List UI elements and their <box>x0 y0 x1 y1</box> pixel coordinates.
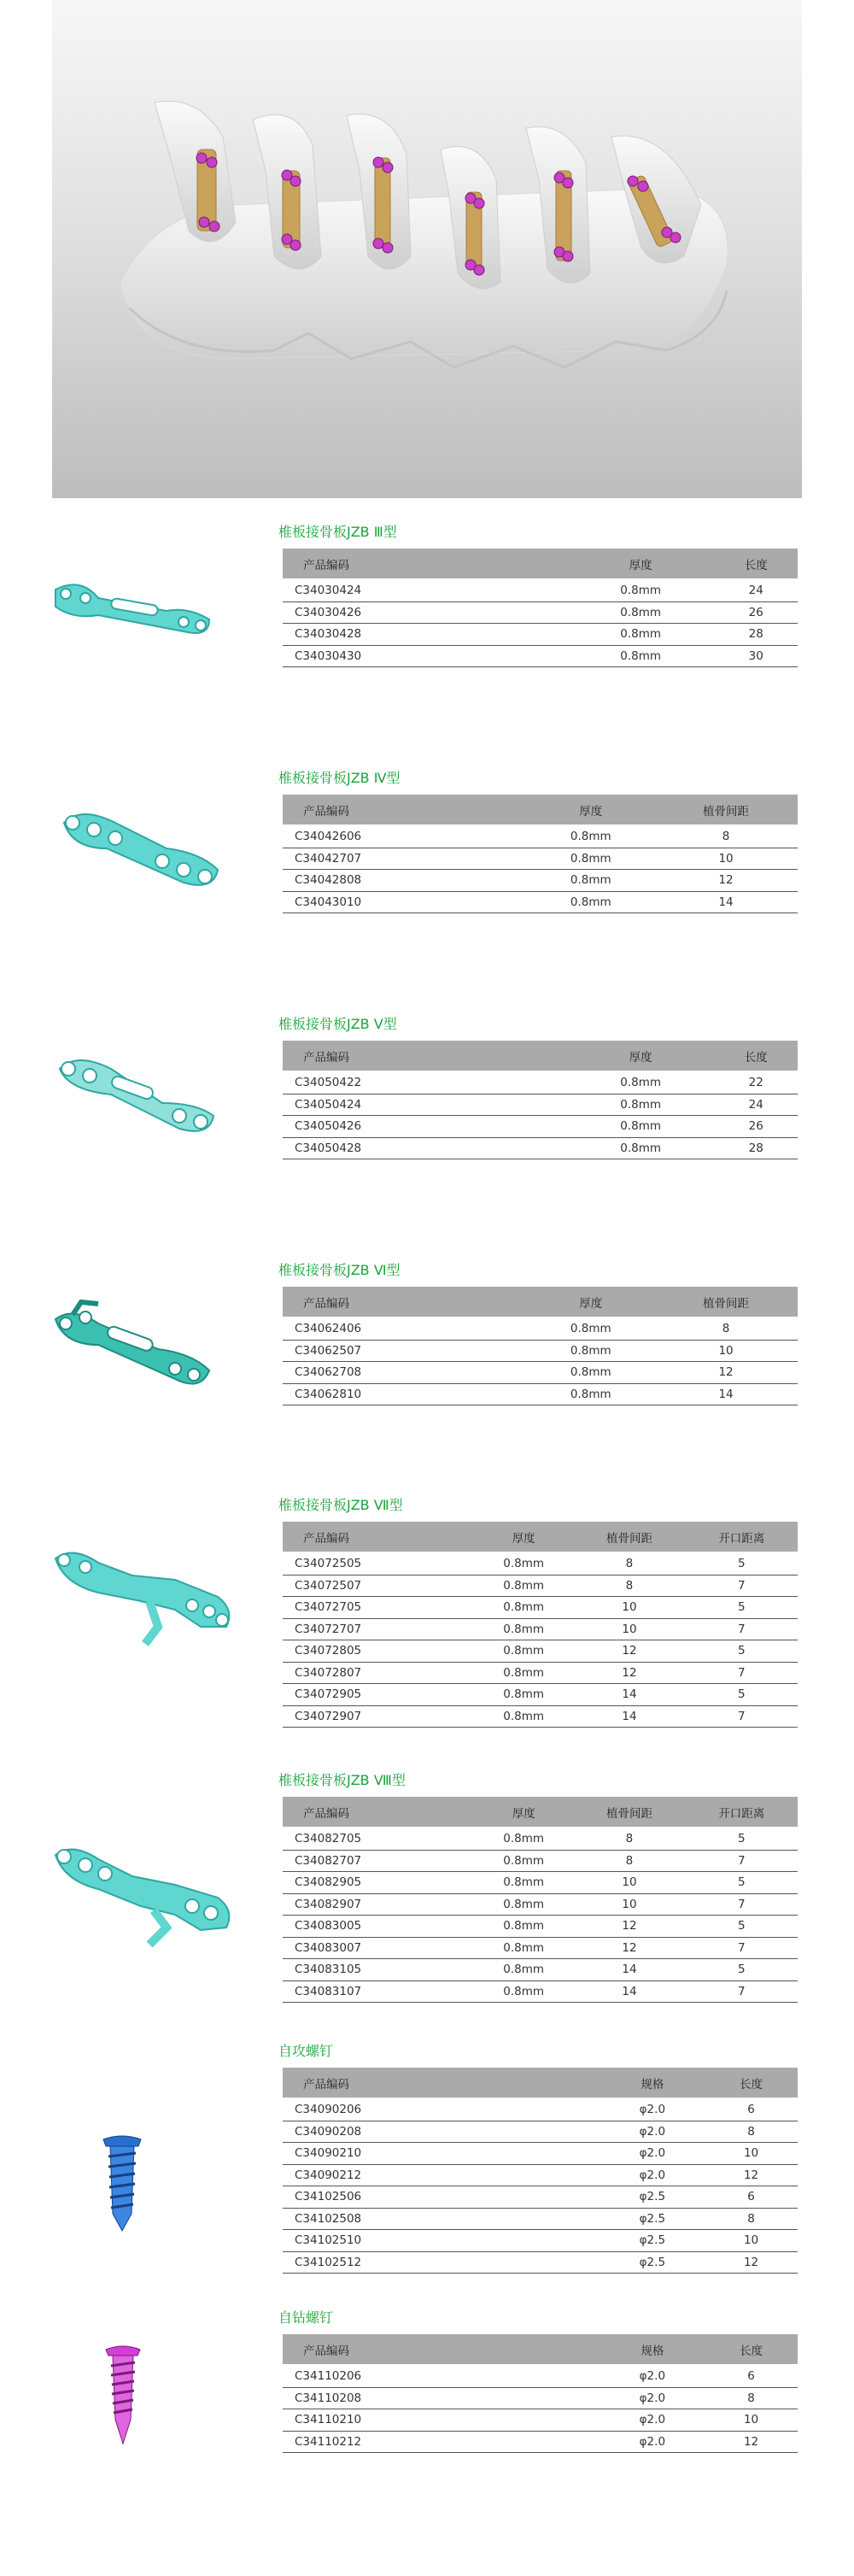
cell: 12 <box>705 2164 798 2186</box>
col-header: 厚度 <box>567 1041 715 1071</box>
cell: 6 <box>705 2365 798 2387</box>
cell: φ2.0 <box>600 2431 705 2453</box>
col-header: 厚度 <box>474 1522 573 1552</box>
cell: C34090206 <box>283 2098 600 2121</box>
plate-type-7-image <box>47 1541 243 1661</box>
product-table <box>283 2334 798 2453</box>
cell: C34072905 <box>283 1684 474 1706</box>
cell: 10 <box>705 2143 798 2165</box>
cell: C34082705 <box>283 1828 474 1850</box>
table-row <box>283 1705 798 1728</box>
col-header: 植骨间距 <box>654 1287 798 1317</box>
table-row <box>283 2251 798 2274</box>
cell: 10 <box>573 1618 685 1640</box>
cell: 14 <box>573 1959 685 1981</box>
cell: 7 <box>686 1937 798 1959</box>
product-table <box>283 1522 798 1728</box>
cell: 8 <box>705 2208 798 2230</box>
cell: 0.8mm <box>474 1916 573 1938</box>
cell: 0.8mm <box>528 1317 655 1340</box>
col-header: 植骨间距 <box>573 1522 685 1552</box>
cell: 5 <box>686 1640 798 1663</box>
table-row <box>283 870 798 892</box>
cell: C34062810 <box>283 1383 528 1405</box>
cell: 7 <box>686 1705 798 1728</box>
product-table <box>283 795 798 913</box>
cell: 8 <box>573 1575 685 1597</box>
cell: φ2.0 <box>600 2387 705 2409</box>
self-drilling-screw-image <box>104 2343 142 2445</box>
table-row <box>283 2387 798 2409</box>
cell: 12 <box>654 870 798 892</box>
cell: 0.8mm <box>567 579 715 601</box>
cell: 10 <box>654 1340 798 1362</box>
col-header: 植骨间距 <box>573 1797 685 1828</box>
table-row <box>283 1828 798 1850</box>
plate-type-3-image <box>47 572 218 641</box>
cell: C34050422 <box>283 1071 567 1094</box>
product-table <box>283 2068 798 2274</box>
cell: 10 <box>705 2230 798 2252</box>
cell: C34072805 <box>283 1640 474 1663</box>
cell: 26 <box>714 1116 798 1138</box>
cell: φ2.0 <box>600 2409 705 2432</box>
cell: 0.8mm <box>567 645 715 667</box>
table-row <box>283 1575 798 1597</box>
cell: 0.8mm <box>474 1850 573 1872</box>
cell: 22 <box>714 1071 798 1094</box>
cell: C34030428 <box>283 624 567 646</box>
table-row <box>283 645 798 667</box>
cell: C34050424 <box>283 1094 567 1116</box>
table-row <box>283 1937 798 1959</box>
product-table <box>283 549 798 667</box>
cell: 0.8mm <box>567 1116 715 1138</box>
cell: 0.8mm <box>474 1705 573 1728</box>
cell: C34110210 <box>283 2409 600 2432</box>
table-row <box>283 1640 798 1663</box>
section-title: 椎板接骨板JZB Ⅳ型 <box>278 770 401 786</box>
table-row <box>283 1618 798 1640</box>
table-row <box>283 891 798 913</box>
cell: C34030426 <box>283 601 567 624</box>
cell: 8 <box>573 1850 685 1872</box>
table-row <box>283 1893 798 1916</box>
cell: 12 <box>705 2251 798 2274</box>
cell: C34072907 <box>283 1705 474 1728</box>
col-header: 规格 <box>600 2068 705 2098</box>
col-header: 产品编码 <box>283 1041 567 1071</box>
cell: 6 <box>705 2186 798 2209</box>
table-row <box>283 601 798 624</box>
cell: C34090208 <box>283 2121 600 2143</box>
cell: 14 <box>573 1705 685 1728</box>
cell: 0.8mm <box>528 891 655 913</box>
col-header: 产品编码 <box>283 1797 474 1828</box>
cell: 5 <box>686 1684 798 1706</box>
col-header: 产品编码 <box>283 1287 528 1317</box>
cell: 0.8mm <box>567 1094 715 1116</box>
section-title: 椎板接骨板JZB Ⅷ型 <box>278 1772 406 1788</box>
plate-type-4-image <box>56 797 226 900</box>
col-header: 开口距离 <box>686 1797 798 1828</box>
cell: 14 <box>654 1383 798 1405</box>
cell: φ2.0 <box>600 2365 705 2387</box>
cell: 10 <box>654 848 798 870</box>
col-header: 产品编码 <box>283 2334 600 2365</box>
col-header: 厚度 <box>528 1287 655 1317</box>
cell: 28 <box>714 1137 798 1159</box>
cell: 7 <box>686 1662 798 1684</box>
cell: 0.8mm <box>474 1980 573 2003</box>
cell: C34042606 <box>283 825 528 848</box>
cell: 14 <box>654 891 798 913</box>
cell: C34072507 <box>283 1575 474 1597</box>
table-row <box>283 624 798 646</box>
col-header: 产品编码 <box>283 549 567 579</box>
col-header: 长度 <box>705 2068 798 2098</box>
cell: 0.8mm <box>567 1071 715 1094</box>
cell: 5 <box>686 1552 798 1575</box>
cell: 7 <box>686 1618 798 1640</box>
col-header: 长度 <box>714 549 798 579</box>
table-row <box>283 1317 798 1340</box>
col-header: 产品编码 <box>283 1522 474 1552</box>
cell: φ2.5 <box>600 2230 705 2252</box>
table-row <box>283 1383 798 1405</box>
table-row <box>283 2431 798 2453</box>
cell: 0.8mm <box>528 1383 655 1405</box>
cell: φ2.5 <box>600 2208 705 2230</box>
cell: C34082905 <box>283 1872 474 1894</box>
cell: 0.8mm <box>474 1597 573 1619</box>
cell: 10 <box>573 1872 685 1894</box>
cell: φ2.0 <box>600 2143 705 2165</box>
cell: C34110208 <box>283 2387 600 2409</box>
cell: 30 <box>714 645 798 667</box>
cell: 0.8mm <box>567 1137 715 1159</box>
table-row <box>283 2409 798 2432</box>
cell: 5 <box>686 1959 798 1981</box>
table-row <box>283 1094 798 1116</box>
product-table <box>283 1287 798 1405</box>
cell: C34072505 <box>283 1552 474 1575</box>
cell: C34083105 <box>283 1959 474 1981</box>
cell: 14 <box>573 1684 685 1706</box>
table-row <box>283 579 798 601</box>
cell: C34062507 <box>283 1340 528 1362</box>
cell: φ2.5 <box>600 2251 705 2274</box>
cell: 12 <box>573 1640 685 1663</box>
cell: C34072705 <box>283 1597 474 1619</box>
cell: 6 <box>705 2098 798 2121</box>
table-row <box>283 1071 798 1094</box>
table-row <box>283 2098 798 2121</box>
table-row <box>283 1116 798 1138</box>
col-header: 规格 <box>600 2334 705 2365</box>
cell: 0.8mm <box>528 825 655 848</box>
cell: 8 <box>573 1552 685 1575</box>
cell: 0.8mm <box>474 1872 573 1894</box>
spine-model-image <box>52 0 802 498</box>
cell: C34110206 <box>283 2365 600 2387</box>
product-table <box>283 1797 798 2003</box>
table-row <box>283 2164 798 2186</box>
cell: 12 <box>705 2431 798 2453</box>
cell: C34042707 <box>283 848 528 870</box>
cell: C34062406 <box>283 1317 528 1340</box>
cell: 0.8mm <box>474 1959 573 1981</box>
table-row <box>283 1850 798 1872</box>
cell: C34083007 <box>283 1937 474 1959</box>
section-title: 自钻螺钉 <box>278 2309 334 2326</box>
table-row <box>283 2121 798 2143</box>
cell: 10 <box>705 2409 798 2432</box>
cell: 14 <box>573 1980 685 2003</box>
cell: 10 <box>573 1597 685 1619</box>
cell: 0.8mm <box>528 848 655 870</box>
product-table <box>283 1041 798 1159</box>
plate-type-5-image <box>51 1043 222 1146</box>
table-row <box>283 1340 798 1362</box>
table-row <box>283 825 798 848</box>
section-title: 椎板接骨板JZB Ⅵ型 <box>278 1262 401 1278</box>
cell: C34082707 <box>283 1850 474 1872</box>
cell: C34102512 <box>283 2251 600 2274</box>
cell: C34050428 <box>283 1137 567 1159</box>
cell: C34102506 <box>283 2186 600 2209</box>
col-header: 厚度 <box>528 795 655 825</box>
col-header: 植骨间距 <box>654 795 798 825</box>
cell: φ2.5 <box>600 2186 705 2209</box>
cell: 0.8mm <box>474 1640 573 1663</box>
table-row <box>283 1916 798 1938</box>
cell: φ2.0 <box>600 2121 705 2143</box>
cell: 5 <box>686 1597 798 1619</box>
cell: C34030424 <box>283 579 567 601</box>
cell: C34110212 <box>283 2431 600 2453</box>
cell: C34030430 <box>283 645 567 667</box>
plate-type-6-image <box>47 1294 218 1396</box>
cell: 5 <box>686 1828 798 1850</box>
cell: C34043010 <box>283 891 528 913</box>
cell: 7 <box>686 1893 798 1916</box>
table-row <box>283 1980 798 2003</box>
cell: φ2.0 <box>600 2098 705 2121</box>
cell: C34072707 <box>283 1618 474 1640</box>
cell: C34050426 <box>283 1116 567 1138</box>
cell: 12 <box>573 1662 685 1684</box>
cell: 8 <box>654 1317 798 1340</box>
cell: 0.8mm <box>567 601 715 624</box>
cell: 26 <box>714 601 798 624</box>
cell: 8 <box>705 2387 798 2409</box>
table-row <box>283 1362 798 1384</box>
table-row <box>283 1137 798 1159</box>
table-row <box>283 2365 798 2387</box>
cell: 5 <box>686 1916 798 1938</box>
col-header: 产品编码 <box>283 2068 600 2098</box>
table-row <box>283 1684 798 1706</box>
cell: 0.8mm <box>474 1575 573 1597</box>
cell: 12 <box>573 1916 685 1938</box>
cell: 0.8mm <box>474 1662 573 1684</box>
cell: 10 <box>573 1893 685 1916</box>
cell: 8 <box>654 825 798 848</box>
cell: 0.8mm <box>474 1893 573 1916</box>
cell: C34102510 <box>283 2230 600 2252</box>
cell: C34062708 <box>283 1362 528 1384</box>
cell: 7 <box>686 1980 798 2003</box>
table-row <box>283 1872 798 1894</box>
cell: C34042808 <box>283 870 528 892</box>
cell: 12 <box>573 1937 685 1959</box>
cell: 0.8mm <box>528 1340 655 1362</box>
section-title: 椎板接骨板JZB Ⅲ型 <box>278 524 397 540</box>
cell: C34083107 <box>283 1980 474 2003</box>
cell: 0.8mm <box>528 870 655 892</box>
cell: 0.8mm <box>474 1828 573 1850</box>
cell: C34082907 <box>283 1893 474 1916</box>
hero-spine-illustration <box>52 0 802 498</box>
cell: 24 <box>714 579 798 601</box>
section-title: 自攻螺钉 <box>278 2043 334 2059</box>
cell: 5 <box>686 1872 798 1894</box>
cell: 7 <box>686 1575 798 1597</box>
table-row <box>283 1662 798 1684</box>
table-row <box>283 2186 798 2209</box>
section-title: 椎板接骨板JZB Ⅴ型 <box>278 1016 397 1032</box>
plate-type-8-image <box>47 1838 243 1957</box>
cell: 0.8mm <box>474 1552 573 1575</box>
table-row <box>283 2230 798 2252</box>
cell: φ2.0 <box>600 2164 705 2186</box>
cell: C34083005 <box>283 1916 474 1938</box>
cell: 8 <box>573 1828 685 1850</box>
section-title: 椎板接骨板JZB Ⅶ型 <box>278 1497 403 1513</box>
cell: 24 <box>714 1094 798 1116</box>
col-header: 产品编码 <box>283 795 528 825</box>
cell: C34102508 <box>283 2208 600 2230</box>
cell: 8 <box>705 2121 798 2143</box>
cell: 0.8mm <box>474 1618 573 1640</box>
table-row <box>283 2208 798 2230</box>
cell: C34072807 <box>283 1662 474 1684</box>
cell: 0.8mm <box>474 1937 573 1959</box>
col-header: 长度 <box>714 1041 798 1071</box>
table-row <box>283 1959 798 1981</box>
self-tapping-screw-image <box>101 2133 143 2235</box>
table-row <box>283 1597 798 1619</box>
cell: 7 <box>686 1850 798 1872</box>
table-row <box>283 2143 798 2165</box>
cell: 0.8mm <box>528 1362 655 1384</box>
col-header: 开口距离 <box>686 1522 798 1552</box>
col-header: 厚度 <box>567 549 715 579</box>
cell: C34090212 <box>283 2164 600 2186</box>
col-header: 长度 <box>705 2334 798 2365</box>
cell: 12 <box>654 1362 798 1384</box>
cell: 0.8mm <box>567 624 715 646</box>
table-row <box>283 848 798 870</box>
table-row <box>283 1552 798 1575</box>
cell: 28 <box>714 624 798 646</box>
col-header: 厚度 <box>474 1797 573 1828</box>
cell: C34090210 <box>283 2143 600 2165</box>
cell: 0.8mm <box>474 1684 573 1706</box>
